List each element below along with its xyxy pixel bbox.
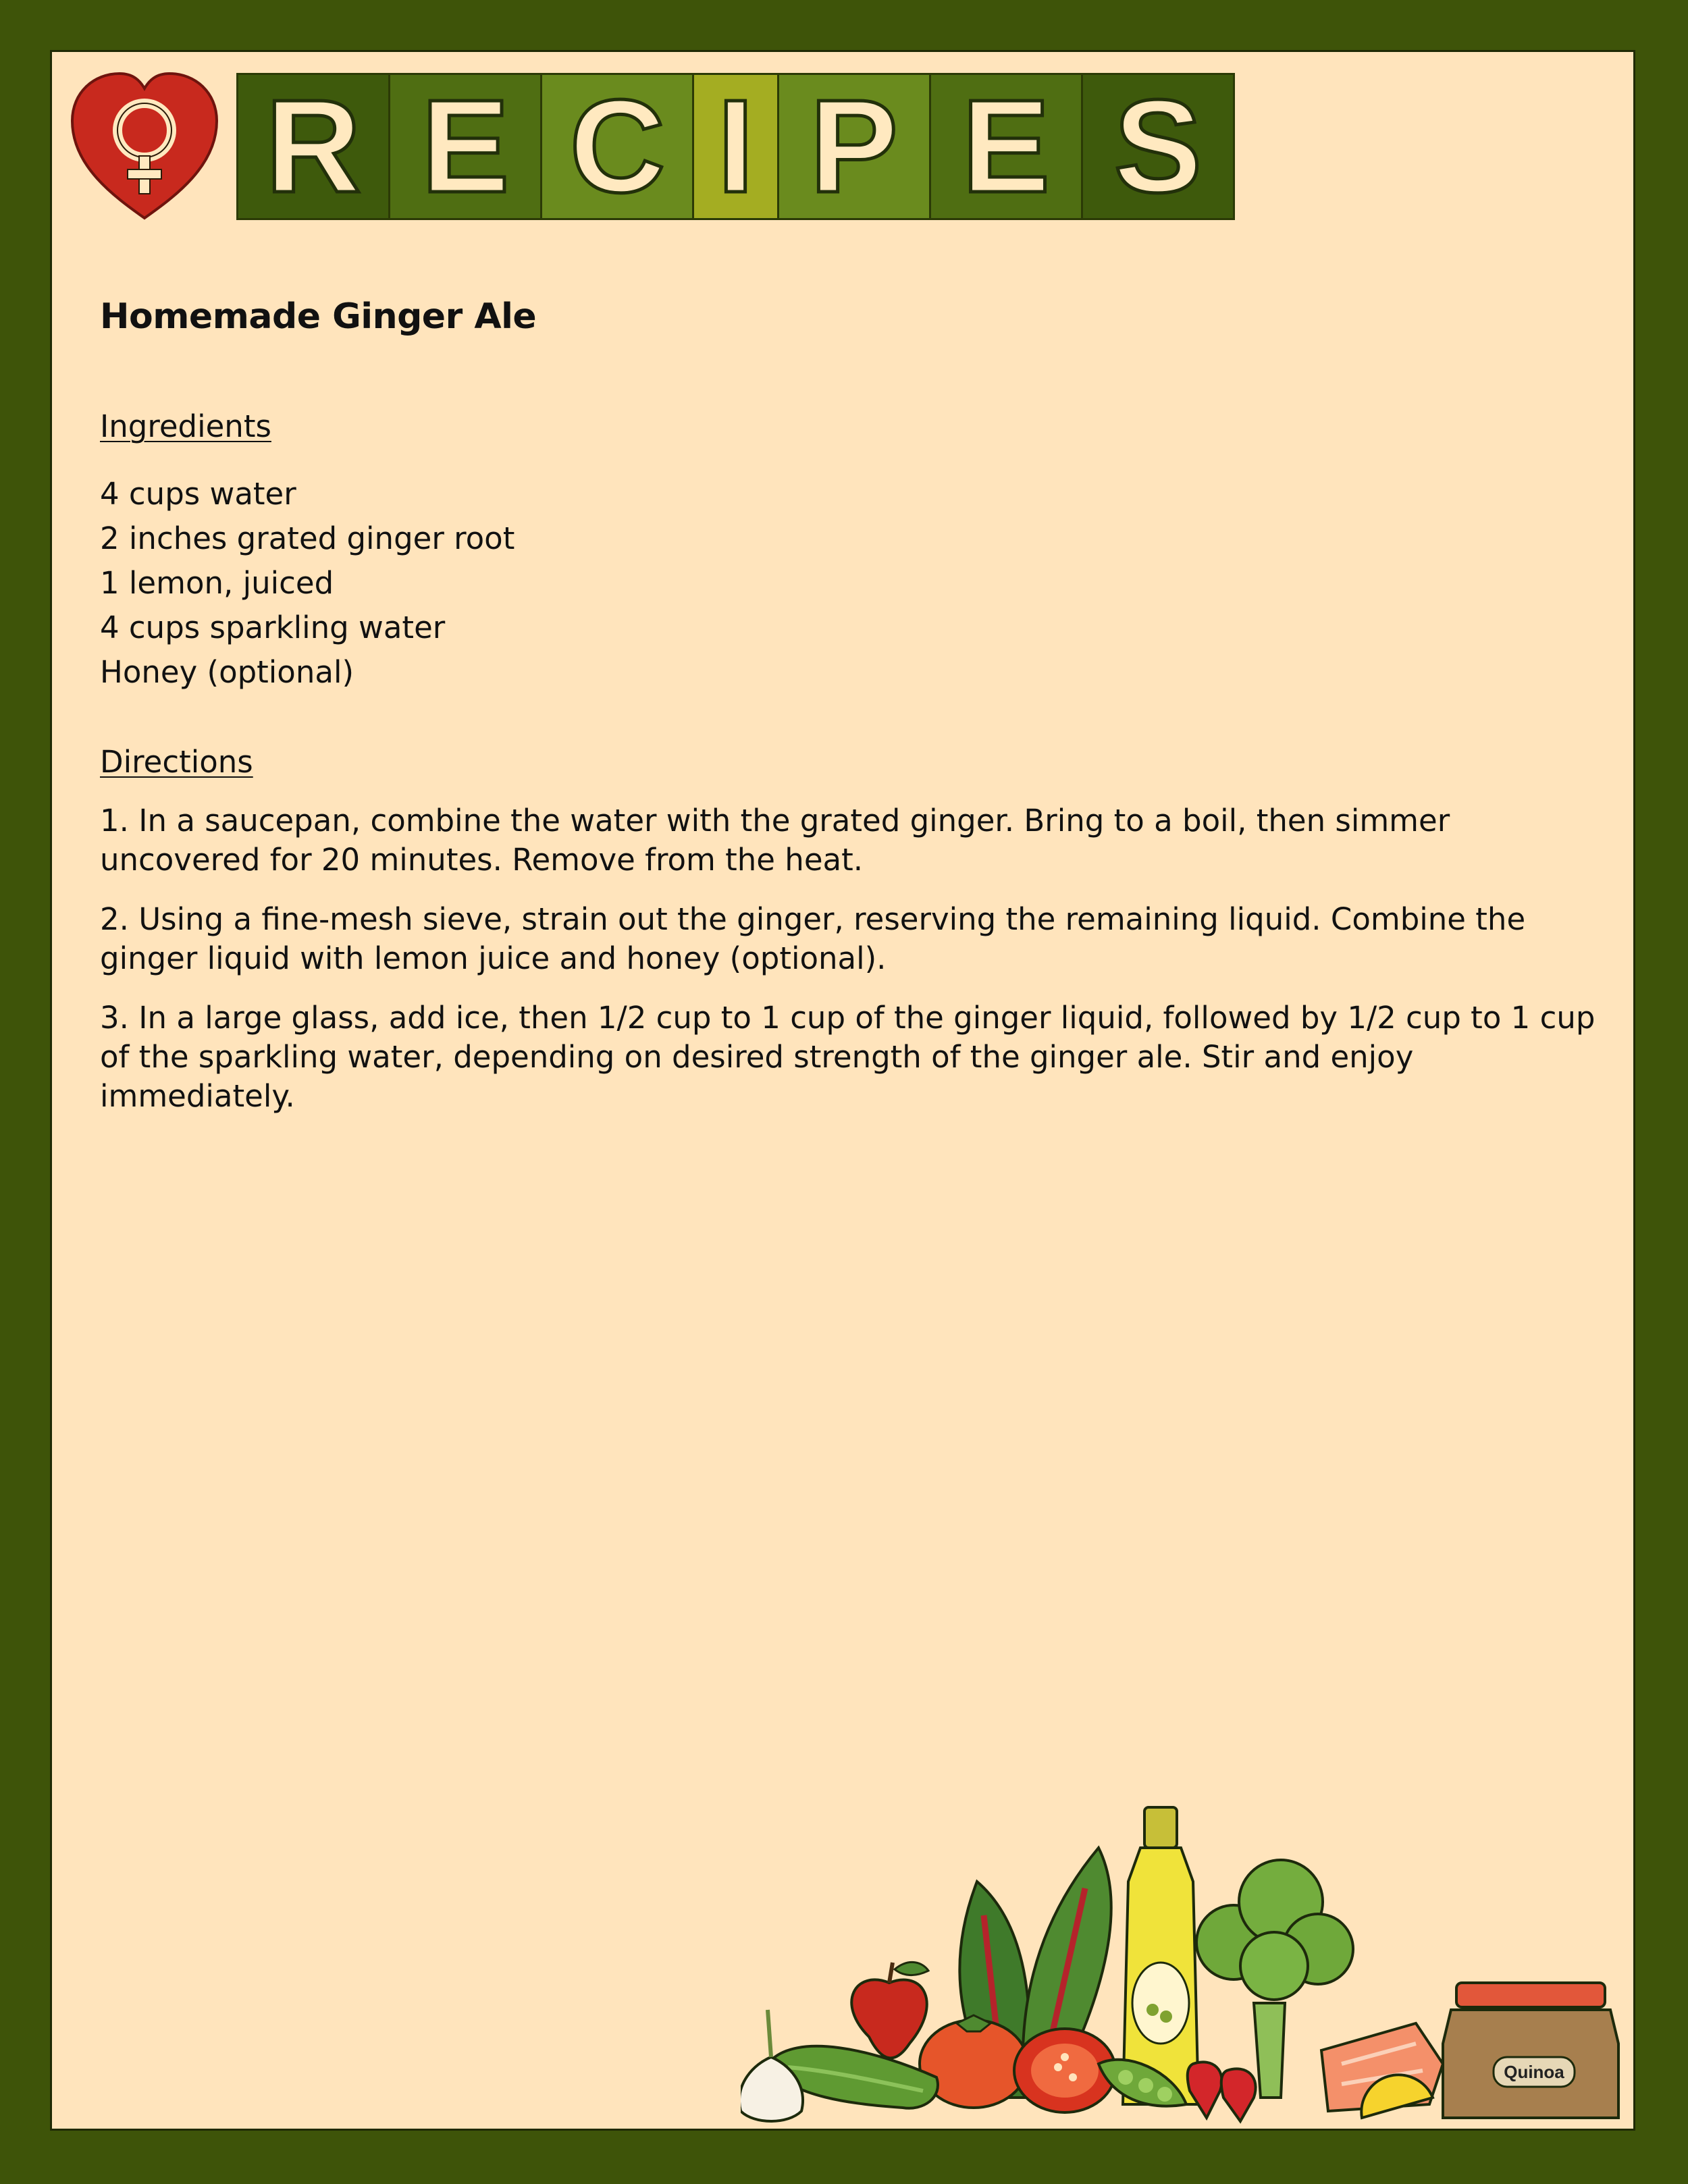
banner-tile: E	[390, 75, 542, 218]
direction-step: 1. In a saucepan, combine the water with the grated ginger. Bring to a boil, then simmer uncovered for 20 minutes. Remove from the heat.	[100, 803, 1450, 878]
apple-icon	[851, 1962, 928, 2058]
recipe-card	[50, 50, 1635, 2131]
directions-heading: Directions	[100, 744, 253, 780]
olive-oil-bottle-icon	[1123, 1807, 1198, 2104]
jar-label: Quinoa	[1504, 2062, 1564, 2082]
banner-tile: I	[694, 75, 779, 218]
direction-step: 3. In a large glass, add ice, then 1/2 cup to 1 cup of the ginger liquid, followed by 1/2 cup to 1 cup of the sparkling water, depending on desired strength of the ginger ale. Stir and enjoy immediately.	[100, 1000, 1595, 1114]
banner-tile: C	[542, 75, 694, 218]
ingredients-heading: Ingredients	[100, 408, 271, 444]
quinoa-jar-icon	[1443, 1983, 1618, 2118]
directions-list	[100, 801, 1595, 1136]
ingredient-item: 1 lemon, juiced	[100, 565, 334, 601]
recipe-title: Homemade Ginger Ale	[100, 296, 537, 337]
banner-tile: P	[779, 75, 931, 218]
recipes-banner	[236, 73, 1235, 220]
banner-tile: E	[931, 75, 1083, 218]
ingredient-item: 2 inches grated ginger root	[100, 521, 515, 556]
ingredients-list	[100, 472, 515, 695]
ingredient-item: Honey (optional)	[100, 654, 354, 690]
heart-venus-icon	[67, 68, 222, 222]
banner-tile: S	[1083, 75, 1233, 218]
banner-tile: R	[238, 75, 390, 218]
ingredient-item: 4 cups water	[100, 476, 296, 512]
strawberry-icon	[1188, 2062, 1256, 2121]
ingredient-item: 4 cups sparkling water	[100, 610, 446, 645]
food-illustration	[741, 1780, 1635, 2131]
direction-step: 2. Using a fine-mesh sieve, strain out the ginger, reserving the remaining liquid. Combine the ginger liquid with lemon juice and honey (optional).	[100, 901, 1526, 976]
